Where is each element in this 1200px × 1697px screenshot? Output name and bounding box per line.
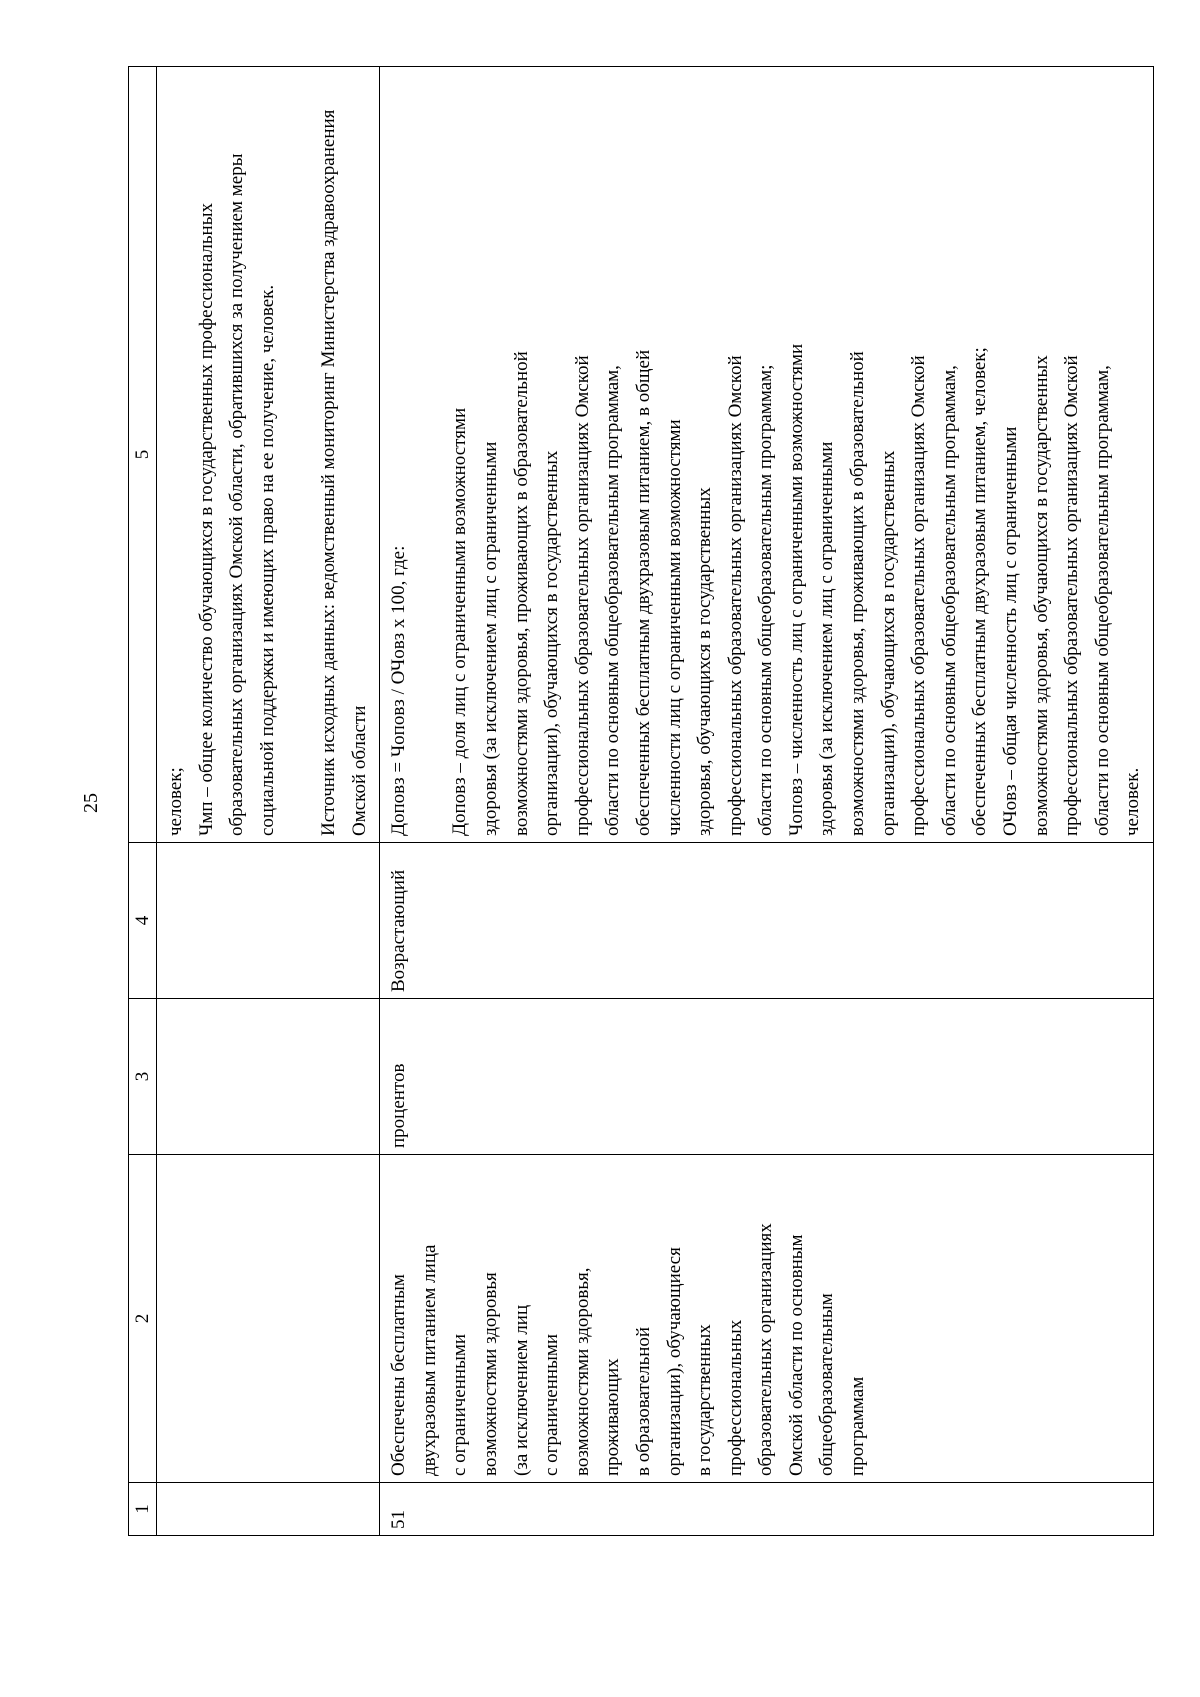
row-trend: Возрастающий — [380, 843, 1154, 999]
row-indicator-name: Обеспечены бесплатным двухразовым питанием лица с ограниченными возможностями здоровья (за исключением лиц с ограниченными возможностями здоровья, проживающих в образовательной организации), обучающиеся в государственных профессиональных образовательных организациях Омской области по основным общеобразовательным программам — [380, 1155, 1154, 1483]
table-row-51 — [380, 67, 1154, 1536]
table-header-row — [129, 67, 157, 1536]
cont-cell-indicator — [157, 1155, 380, 1483]
indicator-table — [128, 66, 1154, 1536]
row-formula-definitions: Доповз – доля лиц с ограниченными возможностями здоровья (за исключением лиц с ограниченными возможностями здоровья, проживающих в образовательной организации), обучающихся в государственных профессиональных образовательных организациях Омской области по основным общеобразовательным программам, обеспеченных бесплатным двухразовым питанием, в общей численности лиц с ограниченными возможностями здоровья, обучающихся в государственных профессиональных образовательных организациях Омской области по основным общеобразовательным программам; Чоповз – численность лиц с ограниченными возможностями здоровья (за исключением лиц с ограниченными возможностями здоровья, проживающих в образовательной организации), обучающихся в государственных профессиональных образовательных организациях Омской области по основным общеобразовательным программам, обеспеченных бесплатным двухразовым питанием, человек; ОЧовз – общая численность лиц с ограниченными возможностями здоровья, обучающихся в государственных профессиональных образовательных организациях Омской области по основным общеобразовательным программам, человек. — [449, 343, 1144, 836]
row-formula: Доповз = Чоповз / ОЧовз x 100, где: — [388, 545, 410, 836]
cont-line-unit: человек; — [165, 767, 186, 836]
rotated-table-container — [128, 67, 1144, 1536]
header-cell-2: 2 — [129, 1155, 157, 1483]
page-number: 25 — [80, 793, 102, 813]
row-unit: процентов — [380, 999, 1154, 1155]
cont-cell-number — [157, 1483, 380, 1536]
cont-data-source: Источник исходных данных: ведомственный мониторинг Министерства здравоохранения Омской области — [317, 109, 370, 836]
row-methodology — [380, 67, 1154, 843]
cont-definition-chmp: Чмп – общее количество обучающихся в государственных профессиональных образовательных организациях Омской области, обратившихся за получением меры социальной поддержки и имеющих право на ее получение, человек. — [195, 153, 278, 836]
table-row-continuation — [157, 67, 380, 1536]
cont-cell-unit — [157, 999, 380, 1155]
row-number: 51 — [380, 1483, 1154, 1536]
header-cell-5: 5 — [129, 67, 157, 843]
header-cell-4: 4 — [129, 843, 157, 999]
header-cell-1: 1 — [129, 1483, 157, 1536]
cont-cell-methodology — [157, 67, 380, 843]
cont-cell-trend — [157, 843, 380, 999]
header-cell-3: 3 — [129, 999, 157, 1155]
